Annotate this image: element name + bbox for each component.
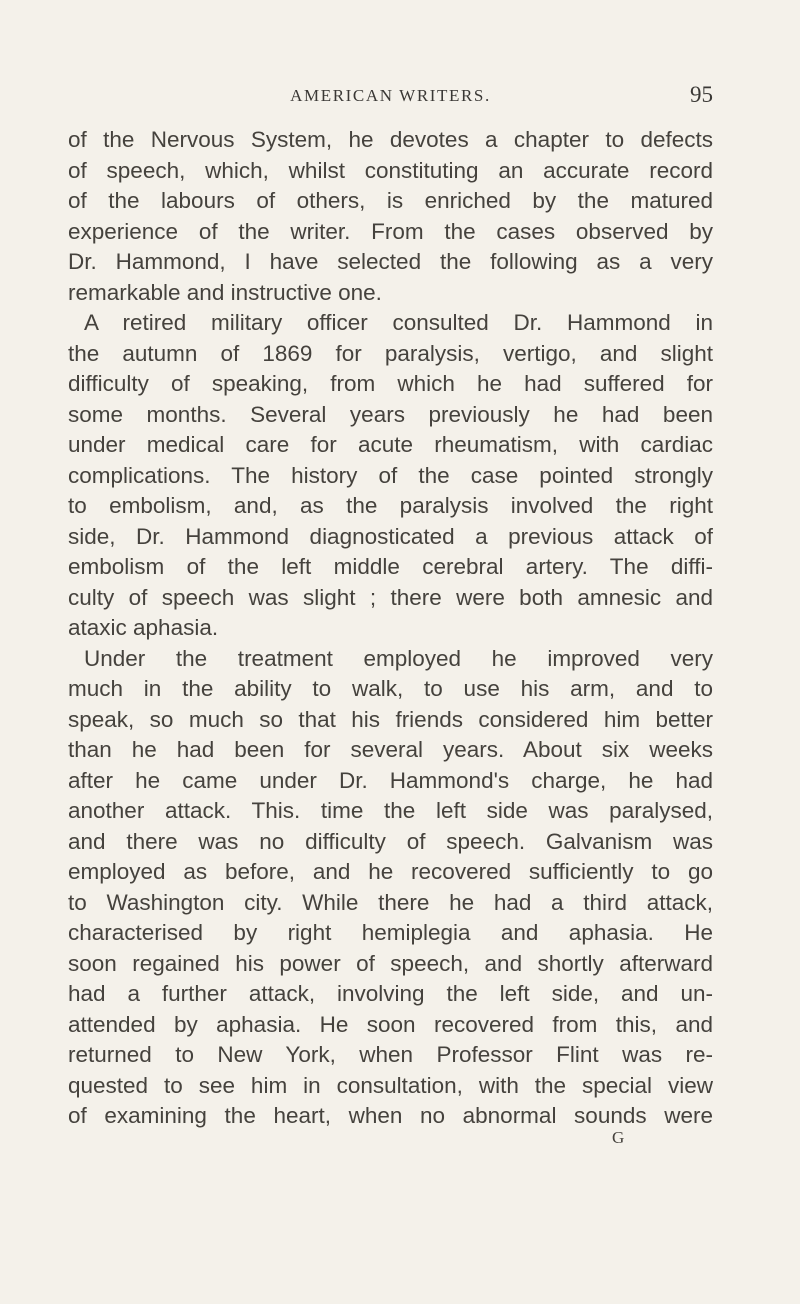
text-line: returned to New York, when Professor Flint was re- <box>68 1042 713 1067</box>
text-line: to embolism, and, as the paralysis involved the right <box>68 493 713 518</box>
text-line: remarkable and instructive one. <box>68 279 382 305</box>
text-line: soon regained his power of speech, and shortly afterward <box>68 950 713 976</box>
text-line: employed as before, and he recovered sufficiently to go <box>68 859 713 884</box>
text-line: complications. The history of the case pointed strongly <box>68 462 713 488</box>
signature-mark: G <box>612 1128 625 1147</box>
text-line: of examining the heart, when no abnormal sounds were <box>68 1103 713 1128</box>
text-line: attended by aphasia. He soon recovered from this, and <box>68 1011 713 1037</box>
text-line: the autumn of 1869 for paralysis, vertigo, and slight <box>68 340 713 366</box>
text-line: of the Nervous System, he devotes a chapter to defects <box>68 127 713 152</box>
text-line: some months. Several years previously he had been <box>68 401 713 427</box>
text-line: had a further attack, involving the left side, and un- <box>68 981 713 1006</box>
text-line: and there was no difficulty of speech. Galvanism was <box>68 828 713 854</box>
text-line: than he had been for several years. About six weeks <box>68 737 713 762</box>
text-line: of speech, which, whilst constituting an accurate record <box>68 157 713 183</box>
running-title: AMERICAN WRITERS. <box>290 86 491 105</box>
text-line: A retired military officer consulted Dr. Hammond in <box>84 310 713 335</box>
text-line: experience of the writer. From the cases observed by <box>68 218 713 244</box>
text-line: to Washington city. While there he had a third attack, <box>68 889 713 915</box>
text-line: characterised by right hemiplegia and aphasia. He <box>68 920 713 945</box>
running-head <box>68 82 713 108</box>
text-line: embolism of the left middle cerebral artery. The diffi- <box>68 554 713 579</box>
text-line: quested to see him in consultation, with the special view <box>68 1072 713 1098</box>
text-line: after he came under Dr. Hammond's charge, he had <box>68 767 713 793</box>
text-line: of the labours of others, is enriched by the matured <box>68 188 713 213</box>
text-line: difficulty of speaking, from which he had suffered for <box>68 371 713 396</box>
text-line: Under the treatment employed he improved very <box>84 645 713 671</box>
text-line: another attack. This. time the left side was paralysed, <box>68 798 713 823</box>
text-line: much in the ability to walk, to use his arm, and to <box>68 676 713 701</box>
body-text <box>68 125 713 1132</box>
text-line: speak, so much so that his friends considered him better <box>68 706 713 732</box>
text-line: Dr. Hammond, I have selected the following as a very <box>68 249 713 274</box>
text-line: side, Dr. Hammond diagnosticated a previous attack of <box>68 523 713 549</box>
page-number: 95 <box>690 82 713 107</box>
text-line: ataxic aphasia. <box>68 615 219 640</box>
text-line: under medical care for acute rheumatism, with cardiac <box>68 432 713 457</box>
text-line: culty of speech was slight ; there were both amnesic and <box>68 584 713 610</box>
